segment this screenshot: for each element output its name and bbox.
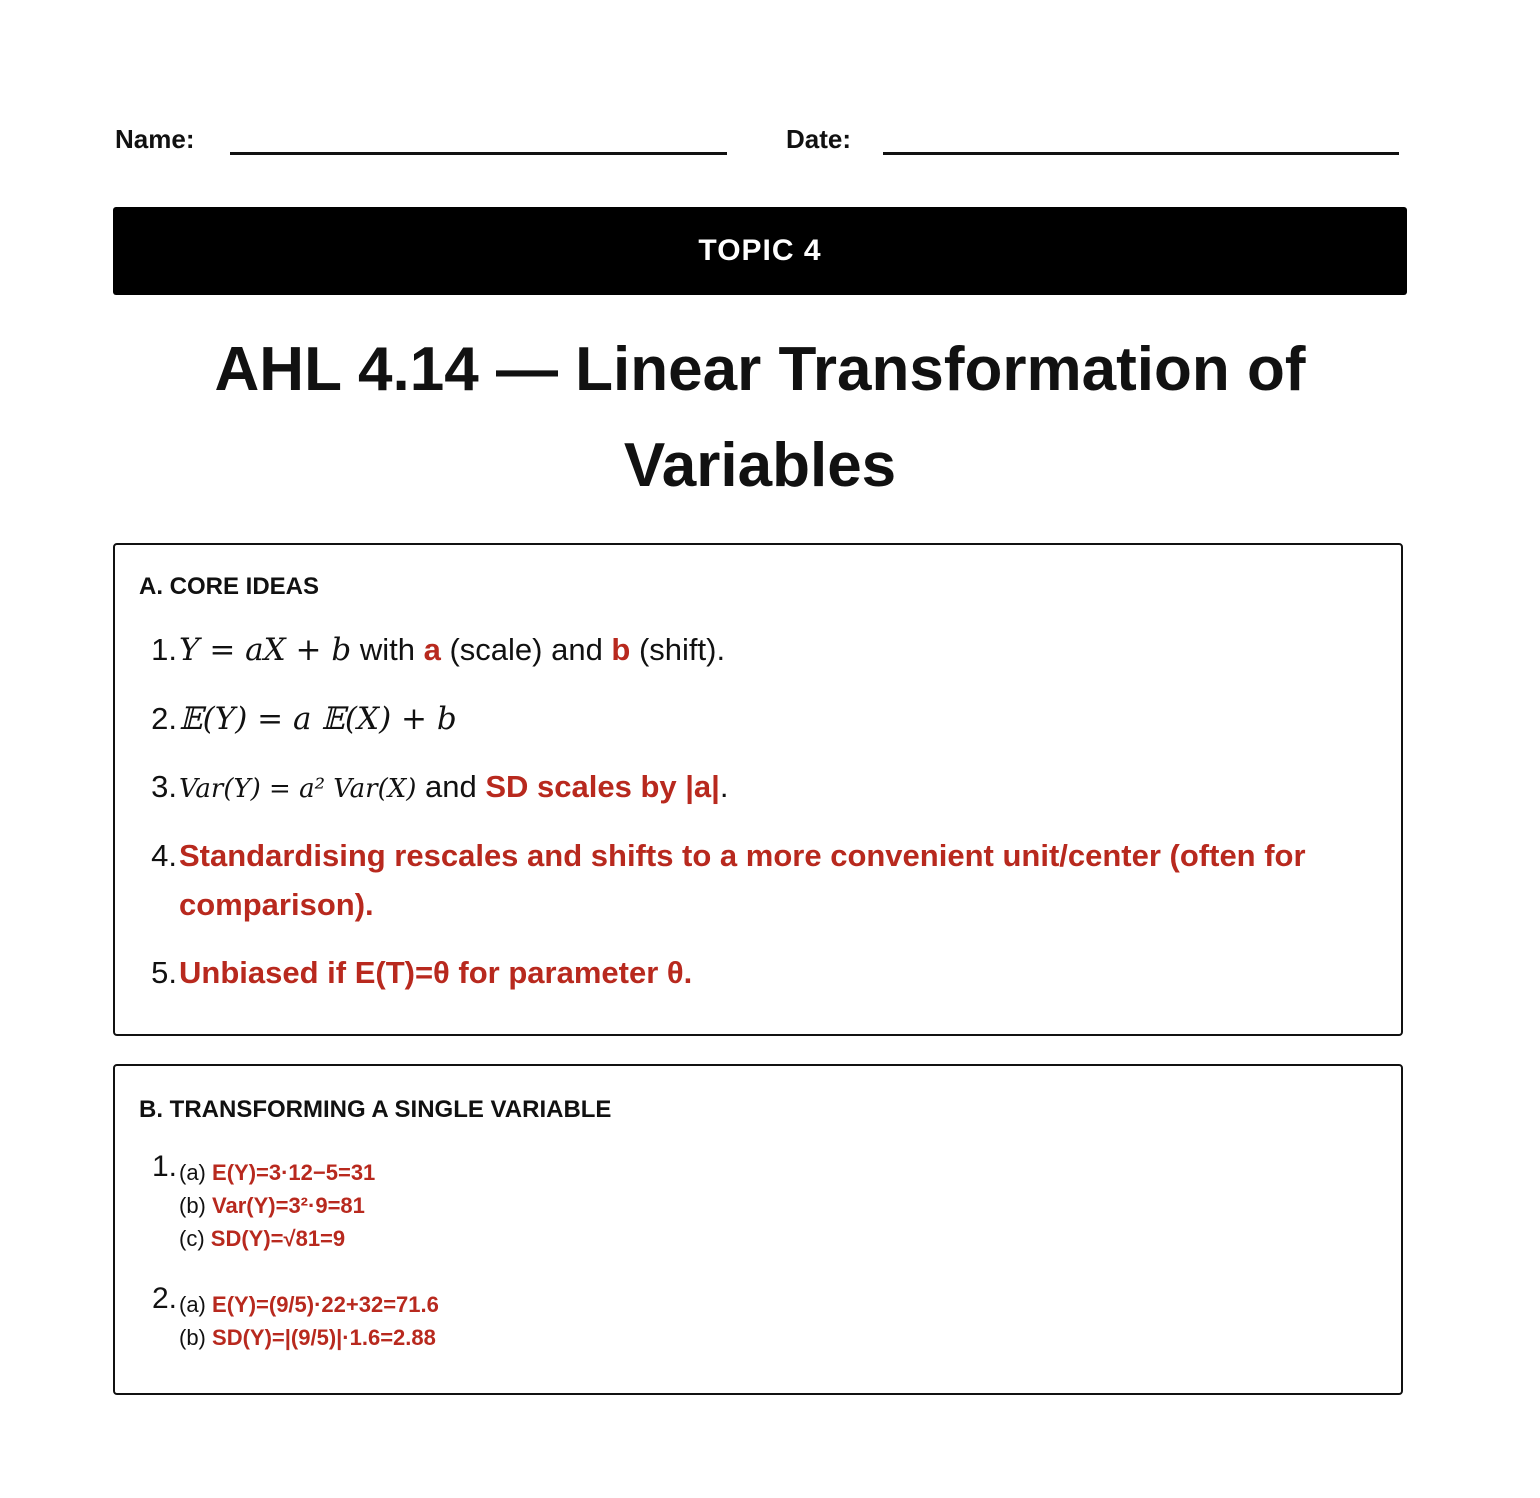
page-title: AHL 4.14 — Linear Transformation of Variables [214,335,1306,500]
highlight-unbiased: Unbiased if E(T)=θ for parameter θ. [179,955,693,990]
section-a-heading: A. CORE IDEAS [139,573,320,600]
text-fragment: . [719,769,729,804]
part-label: (b) [179,1193,206,1218]
name-label: Name: [115,124,195,154]
item-number: 3. [151,769,177,804]
formula-variance: Var(Y) = a² Var(X) [179,774,417,804]
topic-banner-label: TOPIC 4 [698,234,822,267]
text-fragment: with [351,632,424,667]
section-core-ideas [113,543,1403,1036]
item-number: 1. [151,632,177,667]
section-transforming [113,1064,1403,1395]
part-label: (c) [179,1226,205,1251]
part-label: (a) [179,1160,206,1185]
name-date-row [115,124,1400,164]
formula-expectation: 𝔼(Y) = a 𝔼(X) + b [179,701,457,737]
answer-text: SD(Y)=|(9/5)|·1.6=2.88 [212,1325,436,1350]
name-field[interactable] [230,152,727,155]
answer-text: E(Y)=(9/5)·22+32=71.6 [212,1292,439,1317]
highlight-standardising: Standardising rescales and shifts to a more convenient unit/center (often for comparison). [179,838,1306,922]
highlight-b: b [611,632,631,667]
formula-linear: Y = aX + b [179,632,352,668]
item-number: 5. [151,955,177,990]
text-fragment: (scale) and [440,632,612,667]
highlight-a: a [423,632,441,667]
part-label: (b) [179,1325,206,1350]
section-b-heading: B. TRANSFORMING A SINGLE VARIABLE [139,1096,612,1123]
problem-number: 1. [151,1150,177,1183]
part-label: (a) [179,1292,206,1317]
problem-number: 2. [151,1282,177,1315]
highlight-sd: SD scales by |a| [485,769,720,804]
item-number: 4. [151,838,177,873]
text-fragment: and [416,769,486,804]
item-number: 2. [151,701,177,736]
answer-line [179,1321,436,1354]
text-fragment: (shift). [630,632,726,667]
answer-text: Var(Y)=3²·9=81 [212,1193,365,1218]
answer-line [179,1189,365,1222]
answer-line [179,1222,345,1255]
date-label: Date: [786,124,852,154]
answer-text: SD(Y)=√81=9 [210,1226,346,1251]
topic-banner [113,207,1407,295]
answer-line [179,1288,439,1321]
answer-text: E(Y)=3·12−5=31 [212,1160,376,1185]
date-field[interactable] [883,152,1399,155]
answer-line [179,1156,375,1189]
